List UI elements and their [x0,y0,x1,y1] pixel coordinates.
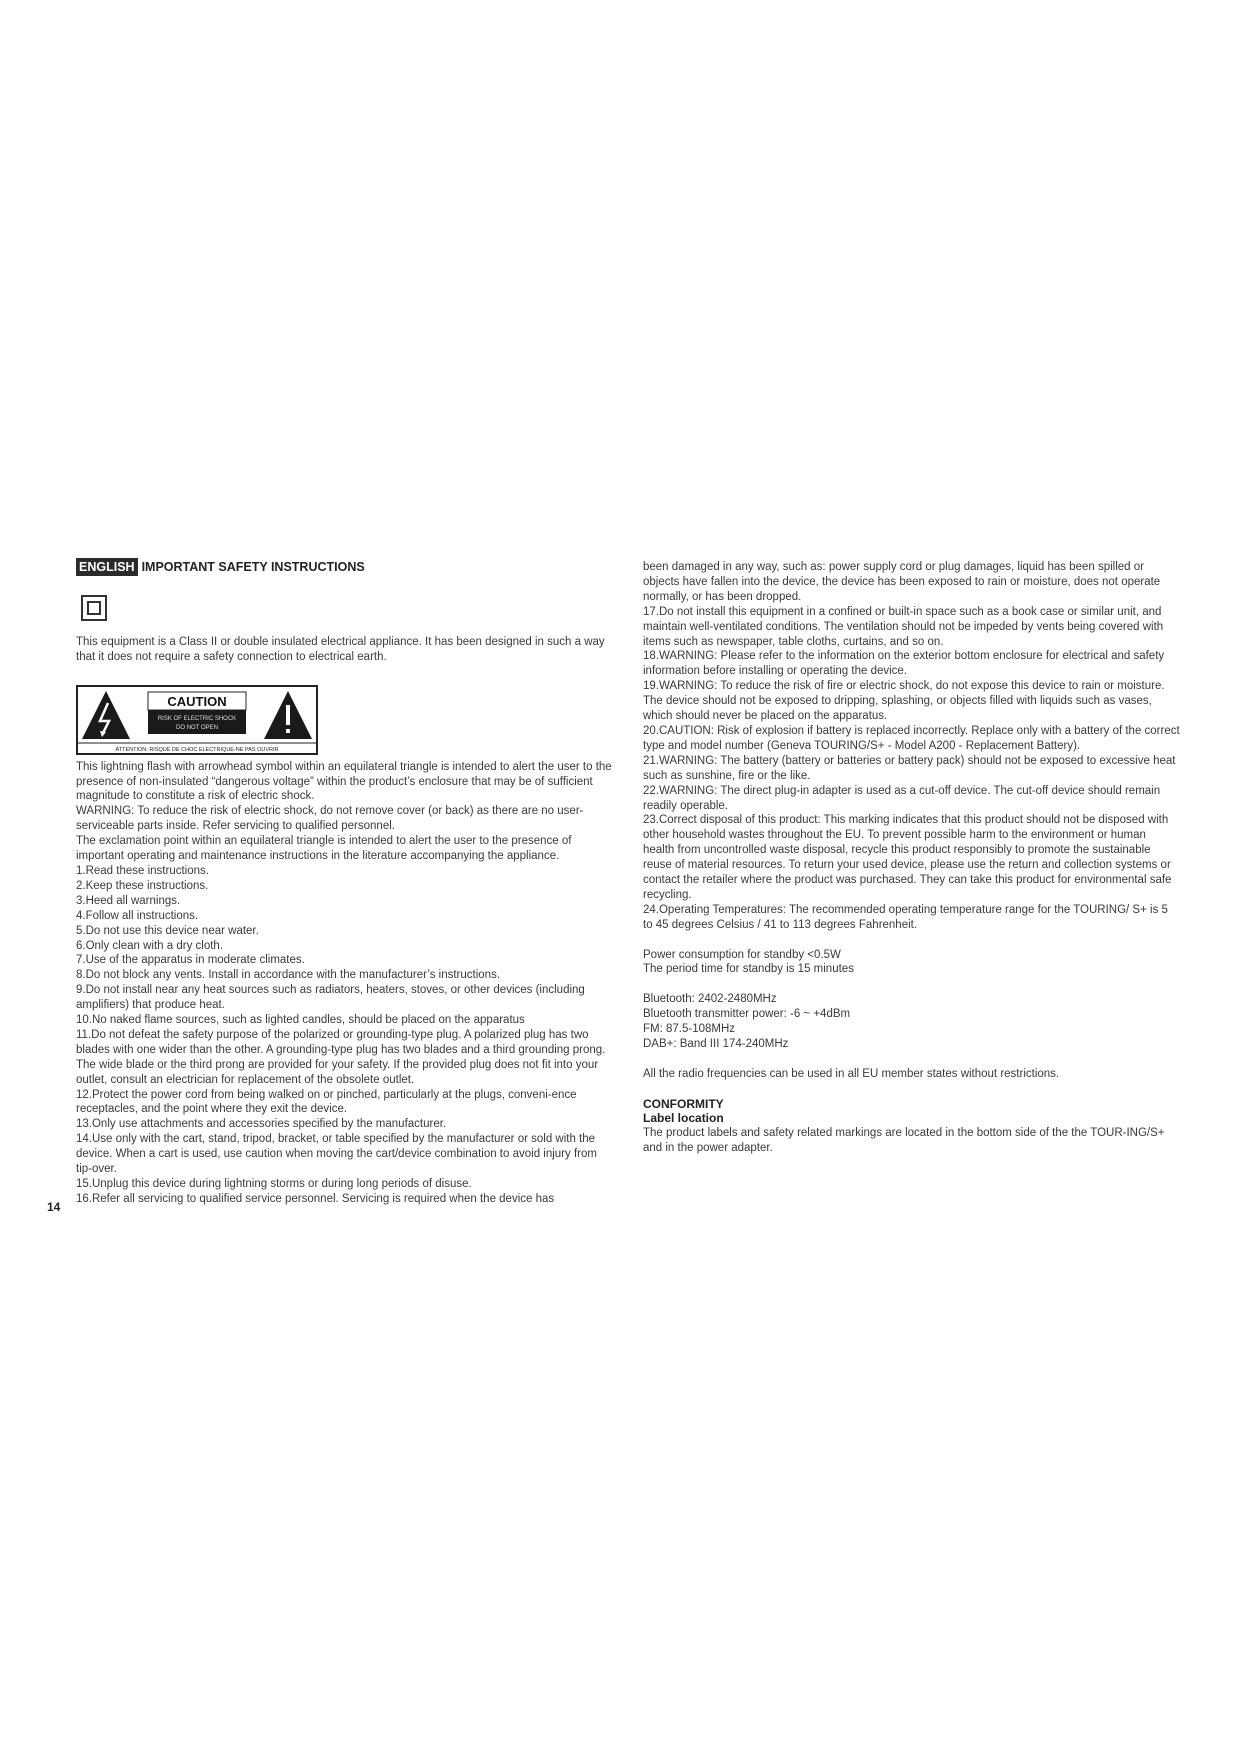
paragraph: WARNING: To reduce the risk of electric shock, do not remove cover (or back) as there are no user-serviceable parts inside. Refer servicing to qualified personnel. [76,805,584,833]
label-location-heading: Label location [643,1111,724,1126]
power-line: The period time for standby is 15 minutes [643,963,854,976]
power-line: Power consumption for standby <0.5W [643,948,841,961]
caution-line-2: DO NOT OPEN [176,724,218,731]
conformity-text: The product labels and safety related markings are located in the bottom side of the the TOUR-ING/S+ and in the power adapter. [643,1127,1165,1155]
caution-line-1: RISK OF ELECTRIC SHOCK [157,715,237,722]
paragraph: The exclamation point within an equilateral triangle is intended to alert the user to the presence of important operating and maintenance instructions in the literature accompanying the appliance. [76,835,572,863]
list-item: 20.CAUTION: Risk of explosion if battery is replaced incorrectly. Replace only with a battery of the correct type and model number (Geneva TOURING/S+ - Model A200 - Replacement Battery). [643,724,1180,752]
list-item: 5.Do not use this device near water. [76,924,259,937]
list-item: 18.WARNING: Please refer to the information on the exterior bottom enclosure for electrical and safety information before installing or operating the device. [643,650,1165,678]
left-paragraph-list [76,760,616,1207]
list-item: 2.Keep these instructions. [76,879,209,892]
radio-line: Bluetooth: 2402-2480MHz [643,993,777,1006]
list-item: 16.Refer all servicing to qualified service personnel. Servicing is required when the device has [76,1192,555,1205]
list-item: 12.Protect the power cord from being walked on or pinched, particularly at the plugs, conveni-ence receptacles, and the point where they exit the device. [76,1088,577,1116]
paragraph: been damaged in any way, such as: power supply cord or plug damages, liquid has been spilled or objects have fallen into the device, the device has been exposed to rain or moisture, does not operate normally, or has been dropped. [643,561,1161,603]
page-number: 14 [47,1200,61,1214]
list-item: 17.Do not install this equipment in a confined or built-in space such as a book case or similar unit, and maintain well-ventilated conditions. The ventilation should not be impeded by vents being covered with items such as newspaper, table cloths, curtains, and so on. [643,605,1164,648]
radio-line: DAB+: Band III 174-240MHz [643,1037,789,1050]
list-item: 23.Correct disposal of this product: This marking indicates that this product should not be disposed with other household wastes throughout the EU. To prevent possible harm to the environment or human health from uncontrolled waste disposal, recycle this product responsibly to promote the sustainable reuse of material resources. To return your used device, please use the return and collection systems or contact the retailer where the product was purchased. They can take this product for environmental safe recycling. [643,814,1172,901]
radio-line: FM: 87.5-108MHz [643,1023,736,1036]
list-item: 3.Heed all warnings. [76,894,181,907]
list-item: 11.Do not defeat the safety purpose of the polarized or grounding-type plug. A polarized plug has two blades with one wider than the other. A grounding-type plug has two blades and a third grounding prong. The wide blade or the third prong are provided for your safety. If the provided plug does not fit into your outlet, consult an electrician for replacement of the obsolete outlet. [76,1028,606,1086]
class-ii-square-icon [80,594,108,622]
caution-label [76,685,318,755]
right-column [643,560,1180,1156]
class-ii-text: This equipment is a Class II or double insulated electrical appliance. It has been designed in such a way that it does not require a safety connection to electrical earth. [76,635,605,663]
list-item: 24.Operating Temperatures: The recommended operating temperature range for the TOURING/ S+ is 5 to 45 degrees Celsius / 41 to 113 degrees Fahrenheit. [643,903,1168,931]
list-item: 14.Use only with the cart, stand, tripod, bracket, or table specified by the manufacturer or sold with the device. When a cart is used, use caution when moving the cart/device combination to avoid injury from tip-over. [76,1133,597,1176]
list-item: 9.Do not install near any heat sources such as radiators, heaters, stoves, or other devices (including amplifiers) that produce heat. [76,984,585,1012]
list-item: 4.Follow all instructions. [76,909,199,922]
left-column [76,558,616,1207]
caution-title: CAUTION [167,693,227,709]
section-header [76,558,616,576]
list-item: 13.Only use attachments and accessories specified by the manufacturer. [76,1118,447,1131]
paragraph: This lightning flash with arrowhead symbol within an equilateral triangle is intended to alert the user to the presence of non-insulated “dangerous voltage” within the product’s enclosure that may be of sufficient magnitude to constitute a risk of electric shock. [76,760,612,803]
list-item: 19.WARNING: To reduce the risk of fire or electric shock, do not expose this device to rain or moisture. The device should not be exposed to dripping, splashing, or objects filled with liquids such as vases, which should never be placed on the apparatus. [643,680,1165,723]
list-item: 10.No naked flame sources, such as lighted candles, should be placed on the apparatus [76,1014,525,1027]
caution-footer: ATTENTION: RISQUE DE CHOC ELECTRIQUE-NE PAS OUVRIR [115,746,279,753]
list-item: 7.Use of the apparatus in moderate climates. [76,954,305,967]
radio-line: Bluetooth transmitter power: -6 ~ +4dBm [643,1008,851,1021]
conformity-heading: CONFORMITY [643,1096,724,1111]
section-title: IMPORTANT SAFETY INSTRUCTIONS [141,559,365,574]
list-item: 22.WARNING: The direct plug-in adapter is used as a cut-off device. The cut-off device should remain readily operable. [643,784,1161,812]
list-item: 8.Do not block any vents. Install in accordance with the manufacturer’s instructions. [76,969,501,982]
list-item: 21.WARNING: The battery (battery or batteries or battery pack) should not be exposed to excessive heat such as sunshine, fire or the like. [643,754,1176,782]
list-item: 1.Read these instructions. [76,864,209,877]
list-item: 15.Unplug this device during lightning storms or during long periods of disuse. [76,1178,472,1190]
eu-note: All the radio frequencies can be used in all EU member states without restrictions. [643,1067,1060,1080]
language-badge: ENGLISH [76,558,138,576]
list-item: 6.Only clean with a dry cloth. [76,939,224,952]
